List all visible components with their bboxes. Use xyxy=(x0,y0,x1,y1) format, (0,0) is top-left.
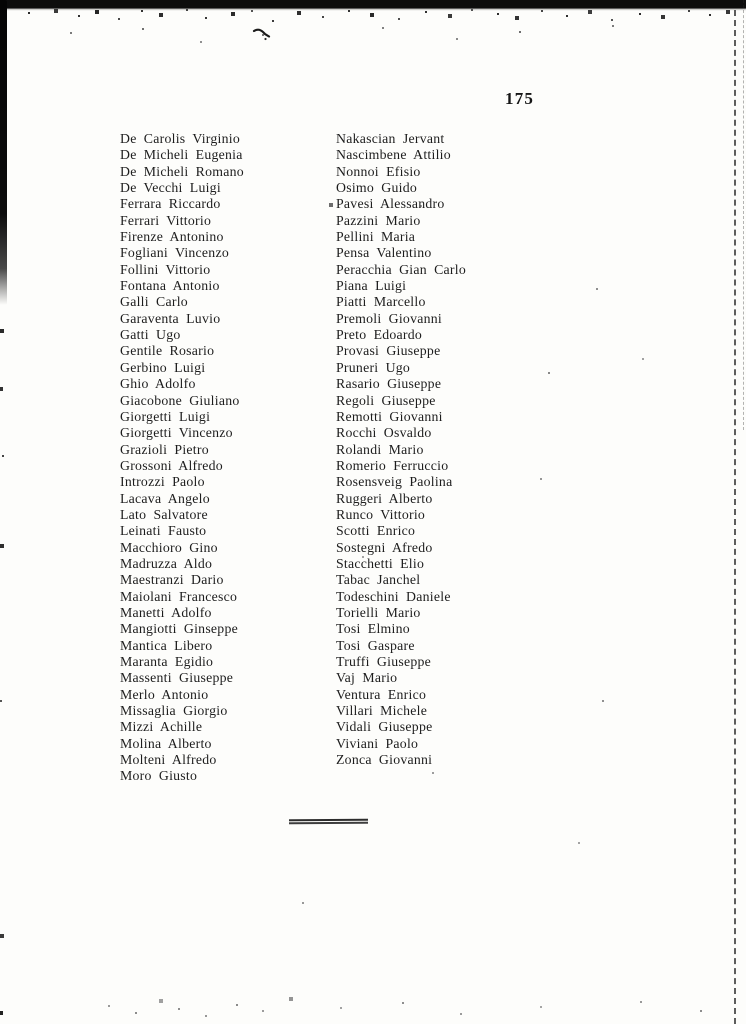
list-item-person-name: Ventura Enrico xyxy=(336,686,427,702)
list-item-person-name: Vaj Mario xyxy=(336,670,398,686)
list-item-person-name: Truffi Giuseppe xyxy=(336,654,432,669)
list-item-person-name: Molteni Alfredo xyxy=(120,752,217,768)
list-item-person-name: Nakascian Jervant xyxy=(336,131,445,146)
list-item-person-name: Missaglia Giorgio xyxy=(120,703,228,719)
list-item-person-name: Zonca Giovanni xyxy=(336,752,433,768)
list-item-person-name: Peracchia Gian Carlo xyxy=(336,261,466,277)
list-item-person-name: Lacava Angelo xyxy=(120,490,210,506)
list-item-person-name: Premoli Giovanni xyxy=(336,310,442,326)
list-item-person-name: Rocchi Osvaldo xyxy=(336,425,432,441)
list-item-person-name: Giorgetti Vincenzo xyxy=(120,425,233,441)
list-item-person-name: Massenti Giuseppe xyxy=(120,670,234,686)
list-item-person-name: Vidali Giuseppe xyxy=(336,719,433,735)
list-item-person-name: Mangiotti Ginseppe xyxy=(120,621,238,637)
list-item-person-name: Moro Giusto xyxy=(120,768,198,784)
list-item-person-name: Ferrari Vittorio xyxy=(120,212,212,228)
list-item-person-name: Garaventa Luvio xyxy=(120,310,221,326)
list-item-person-name: Giorgetti Luigi xyxy=(120,408,211,424)
list-item-person-name: Rolandi Mario xyxy=(336,441,424,457)
list-item-person-name: Merlo Antonio xyxy=(120,686,209,702)
list-item-person-name: Rasario Giuseppe xyxy=(336,376,442,392)
list-item-person-name: Nascimbene Attilio xyxy=(336,147,451,163)
list-item-person-name: Gatti Ugo xyxy=(120,327,181,343)
scan-artifact-binding-dots xyxy=(734,10,736,1024)
list-item-person-name: Leinati Fausto xyxy=(120,523,207,539)
list-item-person-name: Grossoni Alfredo xyxy=(120,457,223,473)
list-item-person-name: Ferrara Riccardo xyxy=(120,196,221,212)
list-item-person-name: Tosi Gaspare xyxy=(336,637,415,653)
list-item-person-name: Torielli Mario xyxy=(336,604,421,620)
list-item-person-name: Lato Salvatore xyxy=(120,506,208,522)
name-column-left xyxy=(120,131,244,785)
list-item-person-name: Villari Michele xyxy=(336,703,428,719)
list-item-person-name: Provasi Giuseppe xyxy=(336,343,441,359)
list-item-person-name: Rosensveig Paolina xyxy=(336,474,453,490)
list-item-person-name: Giacobone Giuliano xyxy=(120,392,240,408)
list-item-person-name: Osimo Guido xyxy=(336,180,417,196)
list-item-person-name: Macchioro Gino xyxy=(120,539,218,555)
list-item-person-name: Todeschini Daniele xyxy=(336,588,451,604)
list-item-person-name: Galli Carlo xyxy=(120,294,188,310)
list-item-person-name: Grazioli Pietro xyxy=(120,441,209,457)
ink-smudge-mark xyxy=(252,27,274,41)
list-item-person-name: Gerbino Luigi xyxy=(120,359,206,375)
list-item-person-name: Follini Vittorio xyxy=(120,261,211,277)
scan-artifact-right-edge xyxy=(743,0,744,430)
scan-noise-bottom xyxy=(0,960,2,962)
list-item-person-name: Manetti Adolfo xyxy=(120,604,212,620)
list-item-person-name: Runco Vittorio xyxy=(336,506,426,522)
list-item-person-name: Tabac Janchel xyxy=(336,572,421,588)
list-item-person-name: Ruggeri Alberto xyxy=(336,490,433,506)
list-item-person-name: Nonnoi Efisio xyxy=(336,163,421,179)
list-item-person-name: Piatti Marcello xyxy=(336,294,426,310)
list-item-person-name: Sostegni Afredo xyxy=(336,539,433,555)
list-item-person-name: Pellini Maria xyxy=(336,229,416,245)
list-item-person-name: Mantica Libero xyxy=(120,637,213,653)
scan-artifact-left-edge xyxy=(0,0,7,305)
list-item-person-name: Regoli Giuseppe xyxy=(336,392,436,408)
list-item-person-name: Maiolani Francesco xyxy=(120,588,238,604)
list-item-person-name: Fontana Antonio xyxy=(120,278,220,294)
scan-artifact-top-band xyxy=(0,0,746,8)
list-item-person-name: De Micheli Romano xyxy=(120,163,244,179)
section-divider-rule xyxy=(289,819,368,825)
ink-smudge-icon xyxy=(252,27,274,41)
list-item-person-name: Pazzini Mario xyxy=(336,212,421,228)
list-item-person-name: Viviani Paolo xyxy=(336,735,419,751)
list-item-person-name: De Carolis Virginio xyxy=(120,131,241,146)
list-item-person-name: Madruzza Aldo xyxy=(120,555,213,571)
scan-noise-middle xyxy=(0,0,2,2)
list-item-person-name: Pensa Valentino xyxy=(336,245,432,261)
list-item-person-name: Pavesi Alessandro xyxy=(336,196,445,212)
page-number: 175 xyxy=(505,89,535,108)
list-item-person-name: Scotti Enrico xyxy=(336,523,416,539)
list-item-person-name: Molina Alberto xyxy=(120,735,212,751)
name-column-right xyxy=(336,131,466,768)
list-item-person-name: Tosi Elmino xyxy=(336,621,410,637)
list-item-person-name: Mizzi Achille xyxy=(120,719,203,735)
list-item-person-name: Piana Luigi xyxy=(336,278,407,294)
list-item-person-name: Pruneri Ugo xyxy=(336,359,411,375)
list-item-person-name: Ghio Adolfo xyxy=(120,376,196,392)
list-item-person-name: De Micheli Eugenia xyxy=(120,147,243,163)
list-item-person-name: Stacchetti Elio xyxy=(336,555,425,571)
list-item-person-name: Firenze Antonino xyxy=(120,229,224,245)
list-item-person-name: Maestranzi Dario xyxy=(120,572,224,588)
list-item-person-name: Romerio Ferruccio xyxy=(336,457,449,473)
list-item-person-name: Fogliani Vincenzo xyxy=(120,245,229,261)
list-item-person-name: Gentile Rosario xyxy=(120,343,215,359)
list-item-person-name: De Vecchi Luigi xyxy=(120,180,221,196)
list-item-person-name: Preto Edoardo xyxy=(336,327,423,343)
list-item-person-name: Introzzi Paolo xyxy=(120,474,205,490)
list-item-person-name: Maranta Egidio xyxy=(120,654,214,669)
list-item-person-name: Remotti Giovanni xyxy=(336,408,443,424)
